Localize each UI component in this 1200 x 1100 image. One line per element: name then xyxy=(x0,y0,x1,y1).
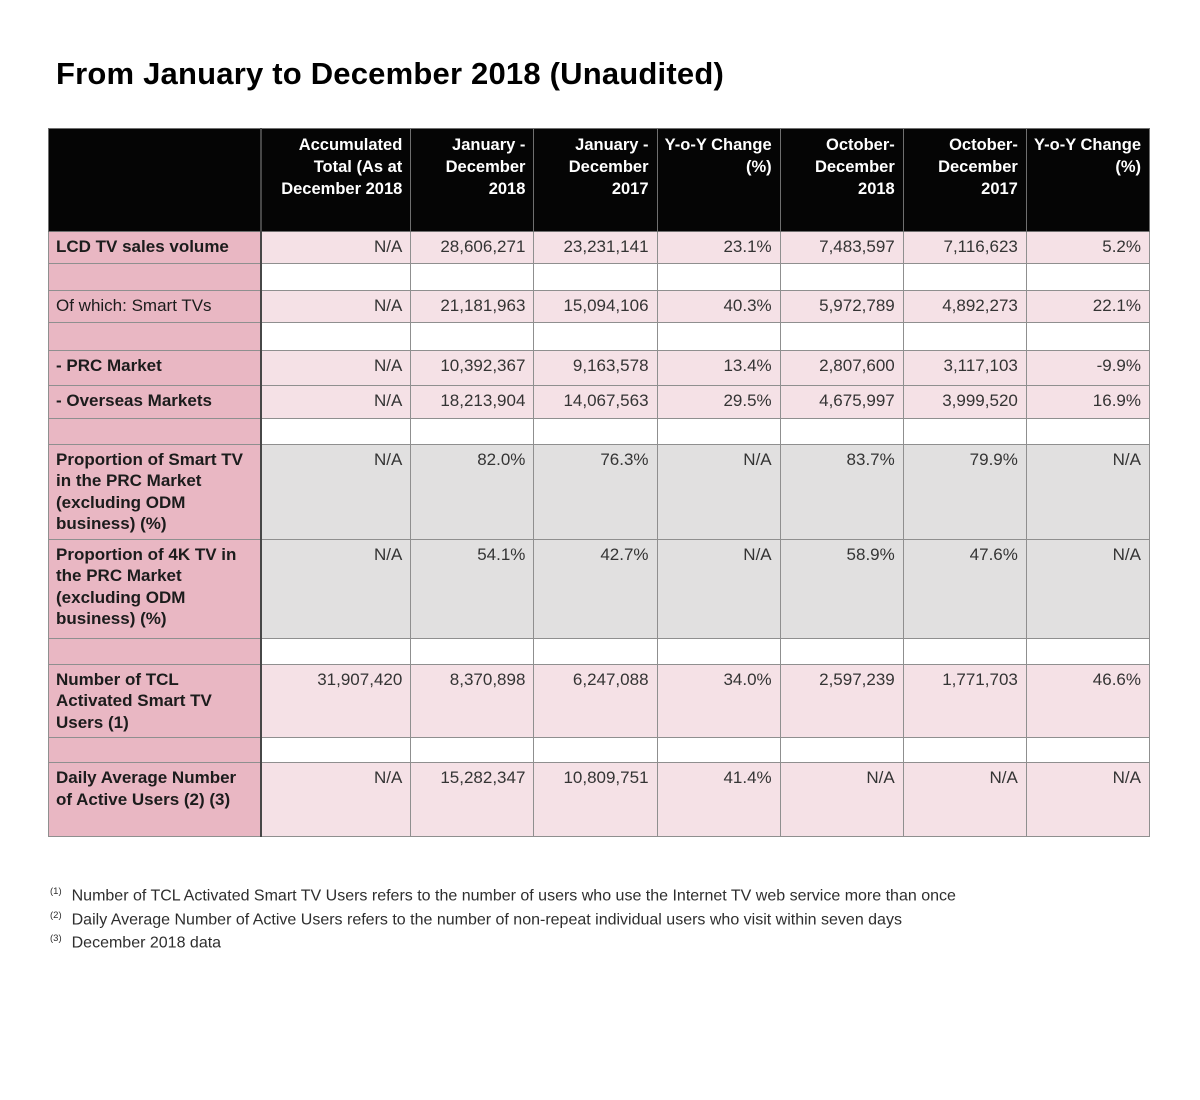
empty-cell xyxy=(1026,264,1149,291)
data-cell: 15,282,347 xyxy=(411,763,534,837)
data-cell: 23.1% xyxy=(657,232,780,264)
data-cell: 1,771,703 xyxy=(903,665,1026,738)
empty-cell xyxy=(534,419,657,445)
data-cell: 79.9% xyxy=(903,445,1026,540)
table-body xyxy=(49,232,1150,837)
data-cell: N/A xyxy=(657,540,780,639)
data-cell: 40.3% xyxy=(657,291,780,323)
column-header: Y-o-Y Change (%) xyxy=(1026,129,1149,232)
empty-cell xyxy=(261,264,411,291)
footnote-text: Daily Average Number of Active Users refers to the number of non-repeat individual users who visit within seven days xyxy=(71,910,902,928)
data-cell: N/A xyxy=(1026,445,1149,540)
row-label-empty xyxy=(49,419,261,445)
empty-cell xyxy=(657,323,780,351)
data-cell: 7,483,597 xyxy=(780,232,903,264)
data-cell: 34.0% xyxy=(657,665,780,738)
empty-cell xyxy=(780,323,903,351)
row-label: Proportion of Smart TV in the PRC Market (excluding ODM business) (%) xyxy=(49,445,261,540)
empty-cell xyxy=(780,419,903,445)
empty-cell xyxy=(780,264,903,291)
empty-cell xyxy=(657,264,780,291)
row-label: - Overseas Markets xyxy=(49,386,261,419)
spacer-row xyxy=(49,264,1150,291)
report-page xyxy=(0,56,1200,954)
empty-cell xyxy=(534,323,657,351)
table-row xyxy=(49,540,1150,639)
data-cell: 22.1% xyxy=(1026,291,1149,323)
data-cell: 5.2% xyxy=(1026,232,1149,264)
data-cell: 10,392,367 xyxy=(411,351,534,386)
data-cell: 46.6% xyxy=(1026,665,1149,738)
row-label-empty xyxy=(49,264,261,291)
data-cell: 2,597,239 xyxy=(780,665,903,738)
footnote-marker: (2) xyxy=(50,909,62,921)
empty-cell xyxy=(903,419,1026,445)
data-cell: 16.9% xyxy=(1026,386,1149,419)
row-label: - PRC Market xyxy=(49,351,261,386)
data-cell: 76.3% xyxy=(534,445,657,540)
table-row xyxy=(49,291,1150,323)
empty-cell xyxy=(1026,419,1149,445)
empty-cell xyxy=(411,738,534,763)
data-cell: 4,892,273 xyxy=(903,291,1026,323)
row-label-empty xyxy=(49,639,261,665)
row-label: Daily Average Number of Active Users (2) (3) xyxy=(49,763,261,837)
empty-cell xyxy=(903,323,1026,351)
data-cell: 3,117,103 xyxy=(903,351,1026,386)
empty-cell xyxy=(411,419,534,445)
table-row xyxy=(49,232,1150,264)
table-row xyxy=(49,445,1150,540)
data-cell: 6,247,088 xyxy=(534,665,657,738)
data-cell: -9.9% xyxy=(1026,351,1149,386)
empty-cell xyxy=(411,323,534,351)
data-cell: 9,163,578 xyxy=(534,351,657,386)
table-row xyxy=(49,386,1150,419)
spacer-row xyxy=(49,639,1150,665)
data-cell: 58.9% xyxy=(780,540,903,639)
empty-cell xyxy=(657,639,780,665)
data-cell: 82.0% xyxy=(411,445,534,540)
data-cell: 4,675,997 xyxy=(780,386,903,419)
data-cell: 83.7% xyxy=(780,445,903,540)
data-cell: 8,370,898 xyxy=(411,665,534,738)
data-cell: N/A xyxy=(261,351,411,386)
data-cell: 15,094,106 xyxy=(534,291,657,323)
column-header: October-December 2018 xyxy=(780,129,903,232)
data-cell: 14,067,563 xyxy=(534,386,657,419)
empty-cell xyxy=(411,264,534,291)
spacer-row xyxy=(49,419,1150,445)
data-cell: 28,606,271 xyxy=(411,232,534,264)
empty-cell xyxy=(411,639,534,665)
data-cell: N/A xyxy=(657,445,780,540)
data-cell: 41.4% xyxy=(657,763,780,837)
table-row xyxy=(49,665,1150,738)
empty-cell xyxy=(261,323,411,351)
table-header xyxy=(49,129,1150,232)
column-header: October-December 2017 xyxy=(903,129,1026,232)
empty-cell xyxy=(534,639,657,665)
footnote-marker: (1) xyxy=(50,886,62,898)
data-cell: 31,907,420 xyxy=(261,665,411,738)
data-cell: N/A xyxy=(903,763,1026,837)
empty-cell xyxy=(534,738,657,763)
data-cell: 29.5% xyxy=(657,386,780,419)
empty-cell xyxy=(261,738,411,763)
table-row xyxy=(49,763,1150,837)
footnote xyxy=(50,932,1160,954)
row-label-empty xyxy=(49,323,261,351)
empty-cell xyxy=(780,738,903,763)
footnote-marker: (3) xyxy=(50,933,62,945)
data-cell: 18,213,904 xyxy=(411,386,534,419)
row-label: LCD TV sales volume xyxy=(49,232,261,264)
empty-cell xyxy=(657,419,780,445)
row-label: Of which: Smart TVs xyxy=(49,291,261,323)
empty-cell xyxy=(903,738,1026,763)
data-cell: N/A xyxy=(1026,763,1149,837)
spacer-row xyxy=(49,738,1150,763)
column-header: January - December 2018 xyxy=(411,129,534,232)
empty-cell xyxy=(1026,323,1149,351)
spacer-row xyxy=(49,323,1150,351)
footnote xyxy=(50,909,1160,931)
data-cell: 13.4% xyxy=(657,351,780,386)
data-cell: N/A xyxy=(261,540,411,639)
empty-cell xyxy=(1026,639,1149,665)
data-cell: 23,231,141 xyxy=(534,232,657,264)
data-cell: N/A xyxy=(261,232,411,264)
data-cell: N/A xyxy=(780,763,903,837)
column-header: January - December 2017 xyxy=(534,129,657,232)
corner-cell xyxy=(49,129,261,232)
page-title: From January to December 2018 (Unaudited) xyxy=(56,56,724,91)
empty-cell xyxy=(261,419,411,445)
row-label-empty xyxy=(49,738,261,763)
data-cell: N/A xyxy=(261,445,411,540)
empty-cell xyxy=(261,639,411,665)
row-label: Number of TCL Activated Smart TV Users (1) xyxy=(49,665,261,738)
data-cell: 3,999,520 xyxy=(903,386,1026,419)
footnote xyxy=(50,885,1160,907)
data-table xyxy=(48,128,1150,837)
data-cell: 54.1% xyxy=(411,540,534,639)
data-cell: 47.6% xyxy=(903,540,1026,639)
data-cell: N/A xyxy=(261,763,411,837)
footnote-text: December 2018 data xyxy=(71,934,222,952)
empty-cell xyxy=(1026,738,1149,763)
empty-cell xyxy=(657,738,780,763)
data-cell: 5,972,789 xyxy=(780,291,903,323)
empty-cell xyxy=(534,264,657,291)
data-cell: 2,807,600 xyxy=(780,351,903,386)
data-cell: 10,809,751 xyxy=(534,763,657,837)
empty-cell xyxy=(903,639,1026,665)
data-cell: N/A xyxy=(261,291,411,323)
column-header: Accumulated Total (As at December 2018 xyxy=(261,129,411,232)
data-cell: N/A xyxy=(261,386,411,419)
data-cell: 21,181,963 xyxy=(411,291,534,323)
row-label: Proportion of 4K TV in the PRC Market (excluding ODM business) (%) xyxy=(49,540,261,639)
column-header: Y-o-Y Change (%) xyxy=(657,129,780,232)
footnotes xyxy=(50,885,1200,954)
data-cell: 42.7% xyxy=(534,540,657,639)
footnote-text: Number of TCL Activated Smart TV Users refers to the number of users who use the Internet TV web service more than once xyxy=(71,887,956,905)
empty-cell xyxy=(780,639,903,665)
table-row xyxy=(49,351,1150,386)
header-row xyxy=(49,129,1150,232)
data-cell: N/A xyxy=(1026,540,1149,639)
data-cell: 7,116,623 xyxy=(903,232,1026,264)
empty-cell xyxy=(903,264,1026,291)
